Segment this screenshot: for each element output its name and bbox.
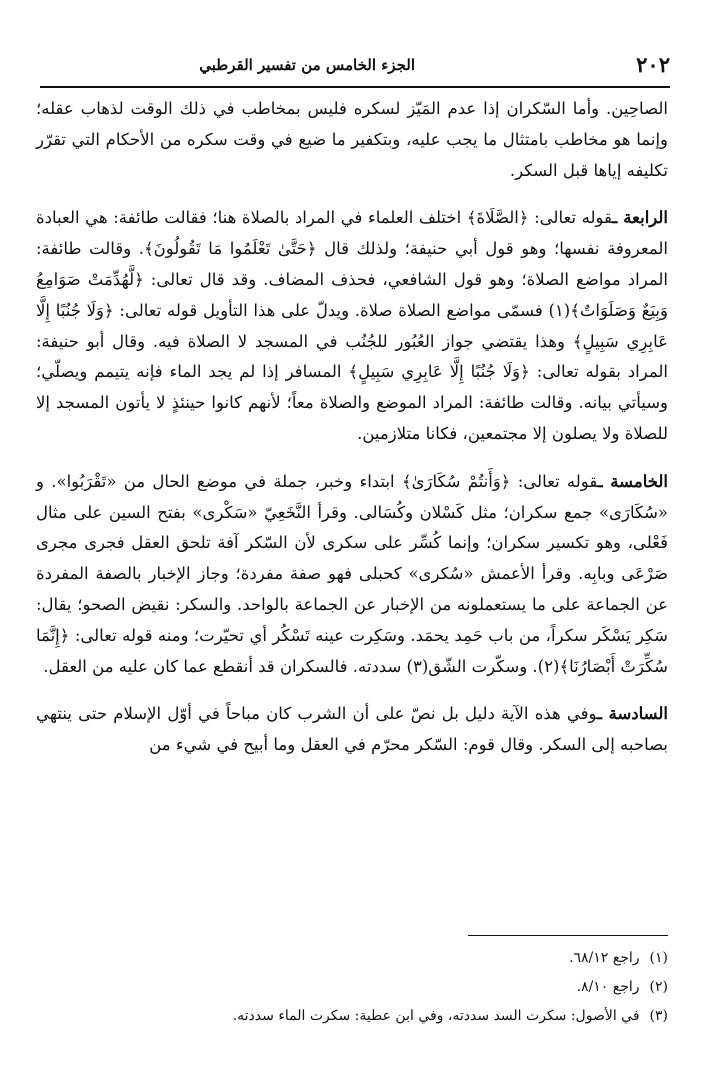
footnote-number: (٣) bbox=[649, 1008, 668, 1024]
paragraph-sixth-issue bbox=[36, 699, 668, 761]
footnote-number: (٢) bbox=[649, 979, 668, 995]
footnote-divider bbox=[468, 935, 668, 936]
footnote-item bbox=[40, 1002, 668, 1031]
issue-heading: الرابعة ـ bbox=[612, 208, 668, 228]
footnote-item bbox=[40, 944, 668, 973]
paragraph-fifth-issue bbox=[36, 467, 668, 683]
footnote-item bbox=[40, 973, 668, 1002]
page-number: ٢٠٢ bbox=[636, 52, 670, 77]
main-text bbox=[36, 94, 668, 761]
paragraph-text: قوله تعالى: ﴿وَأَنتُمْ سُكَارَىٰ﴾ ابتداء وخبر، جملة في موضع الحال من «تَقْرَبُوا». و «سُكَارَى» جمع سكران؛ مثل كَسْلان وكُسَالى. وقرأ النَّخَعِيّ «سَكْرى» بفتح السين على مثال فَعْلى، وهو تكسير سكران؛ وإنما كُسِّر على سكرى لأن السّكر آفة تلحق العقل فجرى مجرى صَرْعَى وبابِه. وقرأ الأعمش «سُكرى» كحبلى فهو صفة مفردة؛ وجاز الإخبار بالصفة المفردة عن الجماعة على ما يستعملونه من الإخبار عن الجماعة بالواحد. والسكر: نقيض الصحو؛ يقال: سَكِر يَسْكَر سكراً، من باب حَمِد يحمَد. وسَكِرت عينه تَسْكُر أي تحيّرت؛ ومنه قوله تعالى: ﴿إِنَّمَا سُكِّرَتْ أَبْصَارُنَا﴾(٢). وسكّرت الشّق(٣) سددته. فالسكران قد أنقطع عما كان عليه من العقل. bbox=[36, 471, 668, 676]
paragraph-fourth-issue bbox=[36, 203, 668, 449]
issue-heading: السادسة ـ bbox=[597, 704, 668, 724]
paragraph-text: وفي هذه الآية دليل بل نصّ على أن الشرب كان مباحاً في أوّل الإسلام حتى ينتهي بصاحبه إلى السكر. وقال قوم: السّكر محرّم في العقل وما أبيح في شيء من bbox=[36, 704, 668, 755]
running-title: الجزء الخامس من تفسير القرطبي bbox=[199, 56, 415, 74]
footnote-text: راجع ٨/١٠. bbox=[576, 979, 640, 995]
footnotes bbox=[40, 944, 668, 1031]
paragraph-text: الصاحِين. وأما السّكران إذا عدم المَيّز لسكره فليس بمخاطب في ذلك الوقت لذهاب عقله؛ وإنما هو مخاطب بامتثال ما يجب عليه، وبتكفير ما ضيع في وقت سكره من الأحكام التي تقرّر تكليفه إياها قبل السكر. bbox=[36, 99, 668, 180]
page-header bbox=[40, 52, 670, 88]
footnote-number: (١) bbox=[649, 950, 668, 966]
footnote-text: راجع ٦٨/١٢. bbox=[569, 950, 640, 966]
footnote-text: في الأصول: سكرت السد سددته، وفي ابن عطية: سكرت الماء سددته. bbox=[232, 1008, 640, 1024]
issue-heading: الخامسة ـ bbox=[597, 471, 668, 491]
paragraph-text: قوله تعالى: ﴿الصَّلَاةَ﴾ اختلف العلماء في المراد بالصلاة هنا؛ فقالت طائفة: هي العبادة المعروفة نفسها؛ وهو قول أبي حنيفة؛ ولذلك قال ﴿حَتَّىٰ تَعْلَمُوا مَا تَقُولُونَ﴾. وقالت طائفة: المراد مواضع الصلاة؛ وهو قول الشافعي، فحذف المضاف. وقد قال تعالى: ﴿لَّهُدِّمَتْ صَوَامِعُ وَبِيَعٌ وَصَلَوَاتٌ﴾(١) فسمّى مواضع الصلاة صلاة. ويدلّ على هذا التأويل قوله تعالى: ﴿وَلَا جُنُبًا إِلَّا عَابِرِي سَبِيلٍ﴾ وهذا يقتضي جواز العُبُور للجُنُب في المسجد لا الصلاة فيه. وقال أبو حنيفة: المراد بقوله تعالى: ﴿وَلَا جُنُبًا إِلَّا عَابِرِي سَبِيلٍ﴾ المسافر إذا لم يجد الماء فإنه يتيمم ويصلّي؛ وسيأتي بيانه. وقالت طائفة: المراد الموضع والصلاة معاً؛ لأنهم كانوا حينئذٍ لا يأتون المسجد إلا للصلاة ولا يصلون إلا مجتمعين، فكانا متلازمين. bbox=[36, 208, 668, 443]
paragraph-continuation bbox=[36, 94, 668, 186]
